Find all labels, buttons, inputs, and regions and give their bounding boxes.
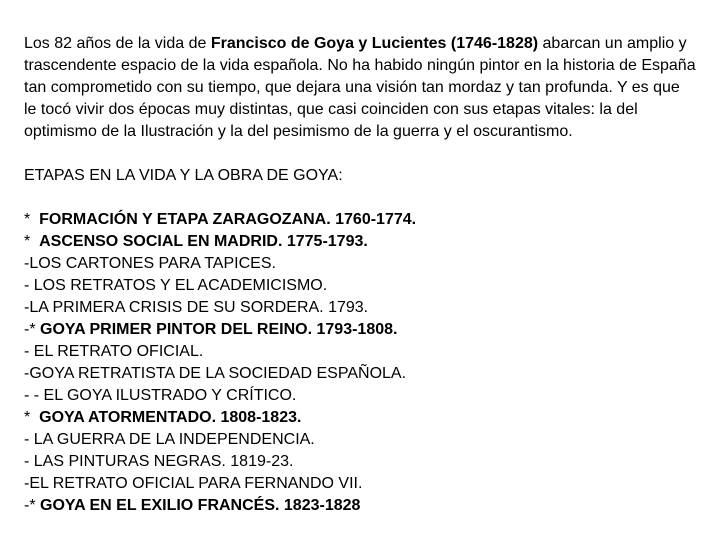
item-text: - - EL GOYA ILUSTRADO Y CRÍTICO. bbox=[24, 387, 297, 404]
list-item bbox=[24, 209, 696, 231]
list-item bbox=[24, 231, 696, 253]
item-prefix: * bbox=[24, 233, 40, 250]
intro-paragraph bbox=[24, 33, 696, 143]
document-page bbox=[24, 33, 696, 517]
list-item bbox=[24, 253, 696, 275]
item-bold-text: GOYA ATORMENTADO. 1808-1823. bbox=[39, 409, 302, 426]
painter-name: Francisco de Goya y Lucientes (1746-1828) bbox=[210, 35, 539, 52]
item-text: - LAS PINTURAS NEGRAS. 1819-23. bbox=[24, 453, 294, 470]
stages-heading: ETAPAS EN LA VIDA Y LA OBRA DE GOYA: bbox=[24, 167, 343, 184]
item-prefix: -* bbox=[24, 497, 40, 514]
item-prefix: -* bbox=[24, 321, 40, 338]
intro-text bbox=[24, 33, 696, 143]
item-bold-text: GOYA EN EL EXILIO FRANCÉS. 1823-1828 bbox=[40, 497, 361, 514]
item-prefix: * bbox=[24, 211, 40, 228]
item-text: - LOS RETRATOS Y EL ACADEMICISMO. bbox=[24, 277, 328, 294]
item-text: -LA PRIMERA CRISIS DE SU SORDERA. 1793. bbox=[24, 299, 369, 316]
list-item bbox=[24, 407, 696, 429]
list-item bbox=[24, 429, 696, 451]
item-bold-text: ASCENSO SOCIAL EN MADRID. 1775-1793. bbox=[39, 233, 368, 250]
item-text: -GOYA RETRATISTA DE LA SOCIEDAD ESPAÑOLA. bbox=[24, 365, 407, 382]
item-text: - LA GUERRA DE LA INDEPENDENCIA. bbox=[24, 431, 315, 448]
item-prefix: * bbox=[24, 409, 40, 426]
list-item bbox=[24, 385, 696, 407]
list-item bbox=[24, 275, 696, 297]
list-item bbox=[24, 363, 696, 385]
item-text: -EL RETRATO OFICIAL PARA FERNANDO VII. bbox=[24, 475, 363, 492]
intro-text-before: Los 82 años de la vida de bbox=[24, 35, 211, 52]
stages-list bbox=[24, 209, 696, 517]
item-text: - EL RETRATO OFICIAL. bbox=[24, 343, 204, 360]
list-item bbox=[24, 297, 696, 319]
list-item bbox=[24, 341, 696, 363]
item-bold-text: GOYA PRIMER PINTOR DEL REINO. 1793-1808. bbox=[40, 321, 398, 338]
item-bold-text: FORMACIÓN Y ETAPA ZARAGOZANA. 1760-1774. bbox=[39, 211, 417, 228]
list-item bbox=[24, 495, 696, 517]
list-item bbox=[24, 451, 696, 473]
list-item bbox=[24, 473, 696, 495]
intro-text-after: abarcan un amplio y trascendente espacio de la vida española. No ha habido ningún pintor en la historia de España tan comprometido con su tiempo, que dejara una visión tan mordaz y tan profunda. Y es que le tocó vivir dos épocas muy distintas, que casi coinciden con sus etapas vitales: la del optimismo de la Ilustración y la del pesimismo de la guerra y el oscurantismo. bbox=[24, 35, 696, 140]
item-text: -LOS CARTONES PARA TAPICES. bbox=[24, 255, 276, 272]
list-item bbox=[24, 319, 696, 341]
